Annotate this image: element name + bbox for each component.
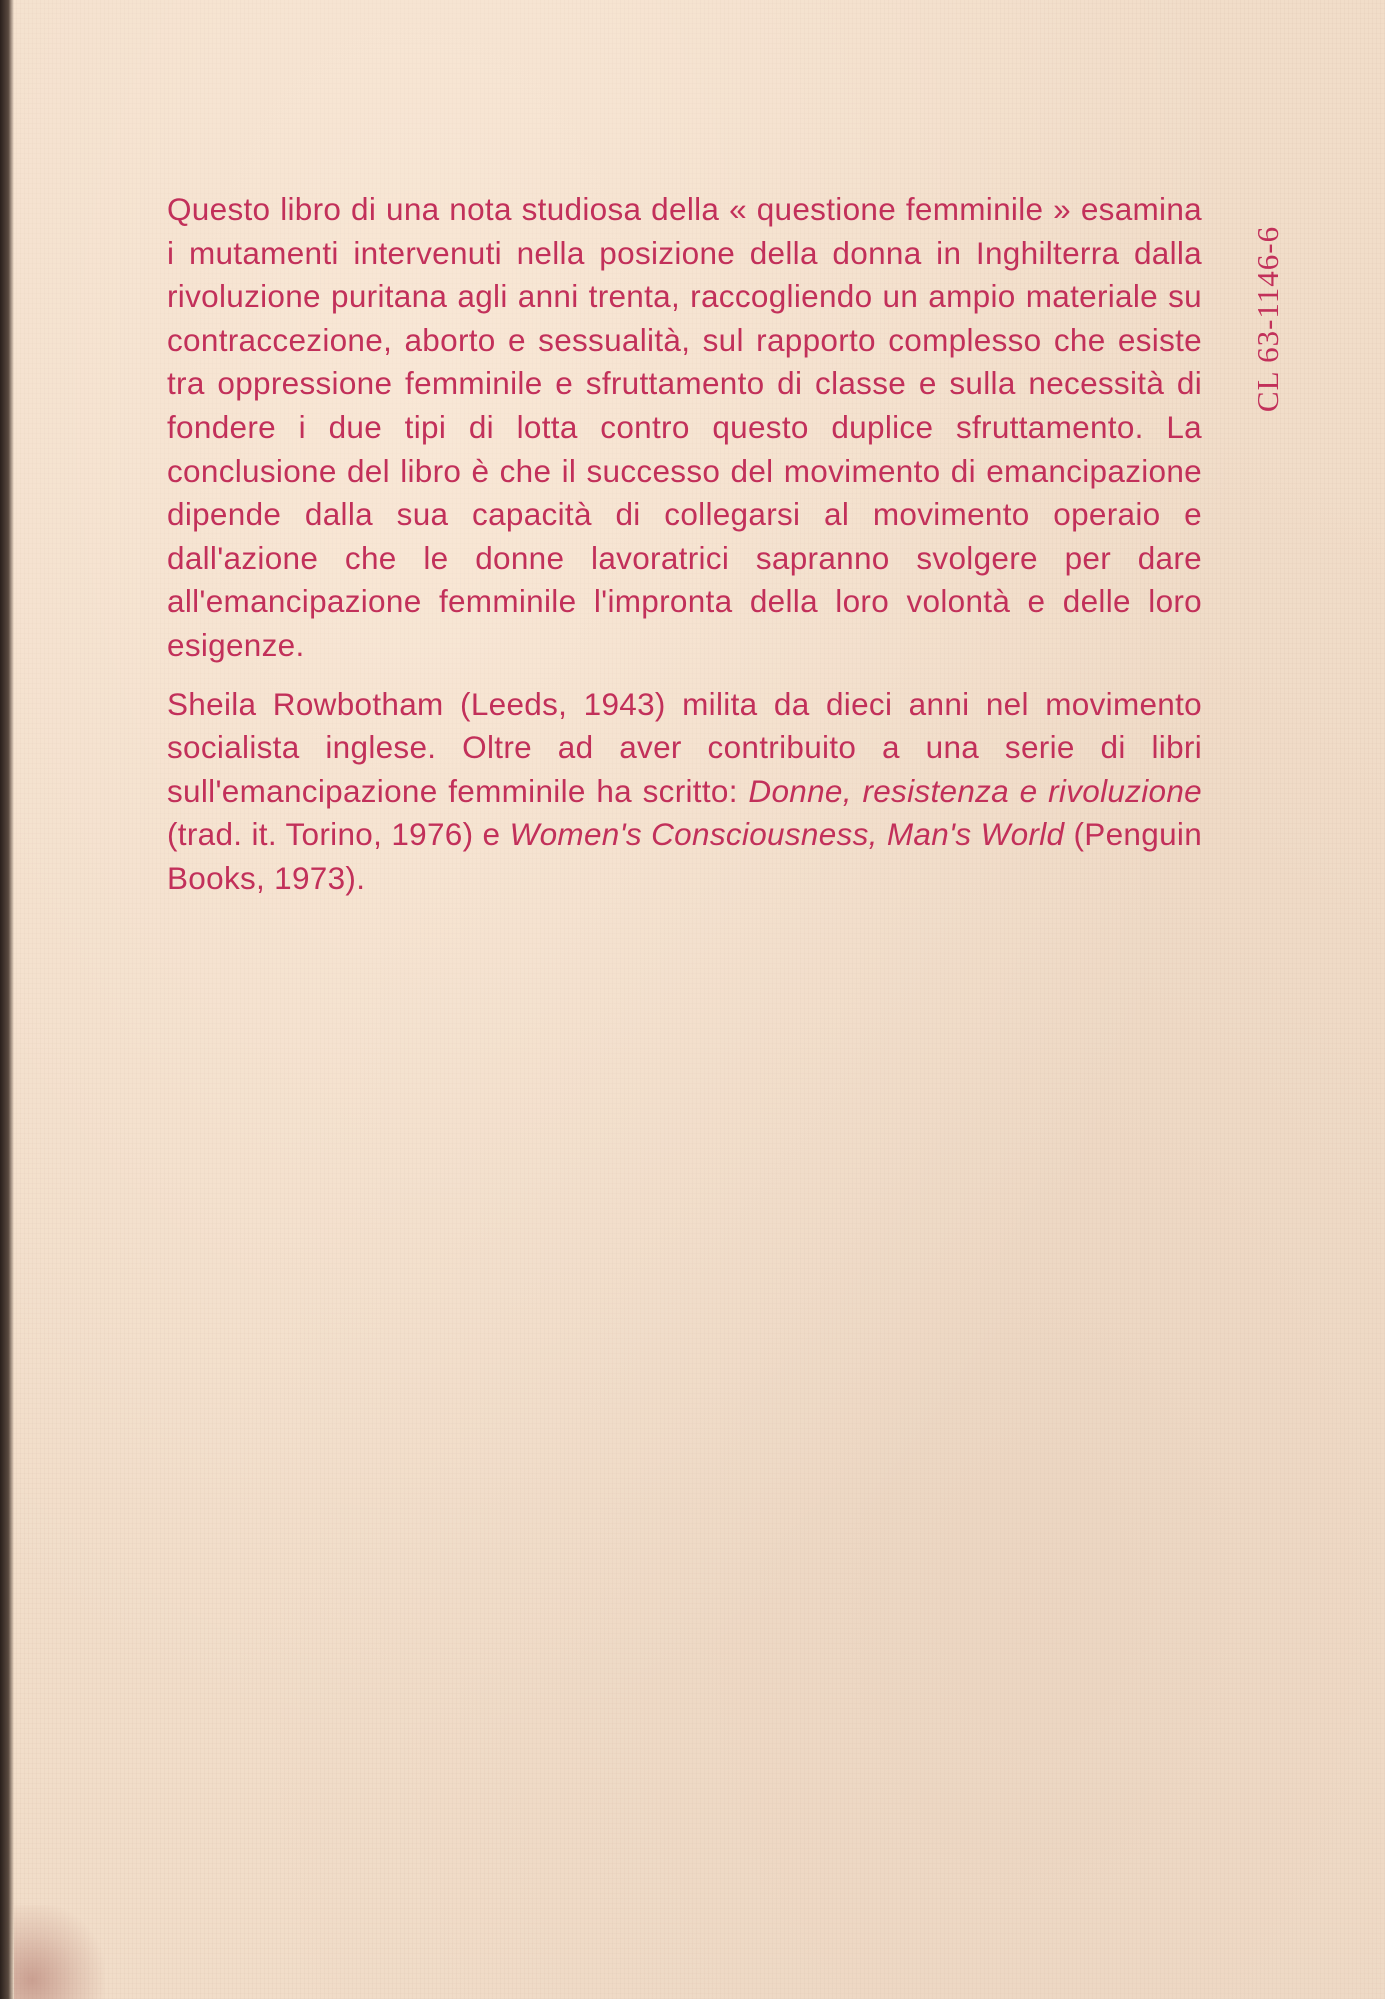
- author-bio-outro: (Penguin Books, 1973).: [167, 816, 1203, 896]
- book-description: Questo libro di una nota studiosa della « questione femminile » esamina i mutamenti intervenuti nella posizione della donna in Inghilterra dalla rivoluzione puritana agli anni trenta, raccogliendo un ampio materiale su contraccezione, aborto e sessualità, sul rapporto complesso che esiste tra oppressione femminile e sfruttamento di classe e sulla necessità di fondere i due tipi di lotta contro questo duplice sfruttamento. La conclusione del libro è che il successo del movimento di emancipazione dipende dalla sua capacità di collegarsi al movimento operaio e dall'azione che le donne lavoratrici sapranno svolgere per dare all'emancipazione femminile l'impronta della loro volontà e delle loro esigenze.: [167, 191, 1202, 663]
- book-title-1: Donne, resistenza e rivoluzione: [748, 772, 1202, 809]
- catalog-code-text: CL 63-1146-6: [1250, 225, 1285, 413]
- author-bio-between: (trad. it. Torino, 1976) e: [167, 816, 510, 853]
- spine-edge: [0, 0, 14, 1999]
- blurb-text: [167, 188, 1202, 901]
- author-bio: [167, 683, 1202, 901]
- catalog-code: [1243, 189, 1293, 449]
- book-title-2: Women's Consciousness, Man's World: [509, 816, 1065, 853]
- author-bio-intro: Sheila Rowbotham (Leeds, 1943) milita da dieci anni nel movimento socialista inglese. Oltre ad aver contribuito a una serie di libri sull'emancipazione femminile ha scritto:: [167, 685, 1202, 809]
- paper-stain: [14, 1905, 104, 1999]
